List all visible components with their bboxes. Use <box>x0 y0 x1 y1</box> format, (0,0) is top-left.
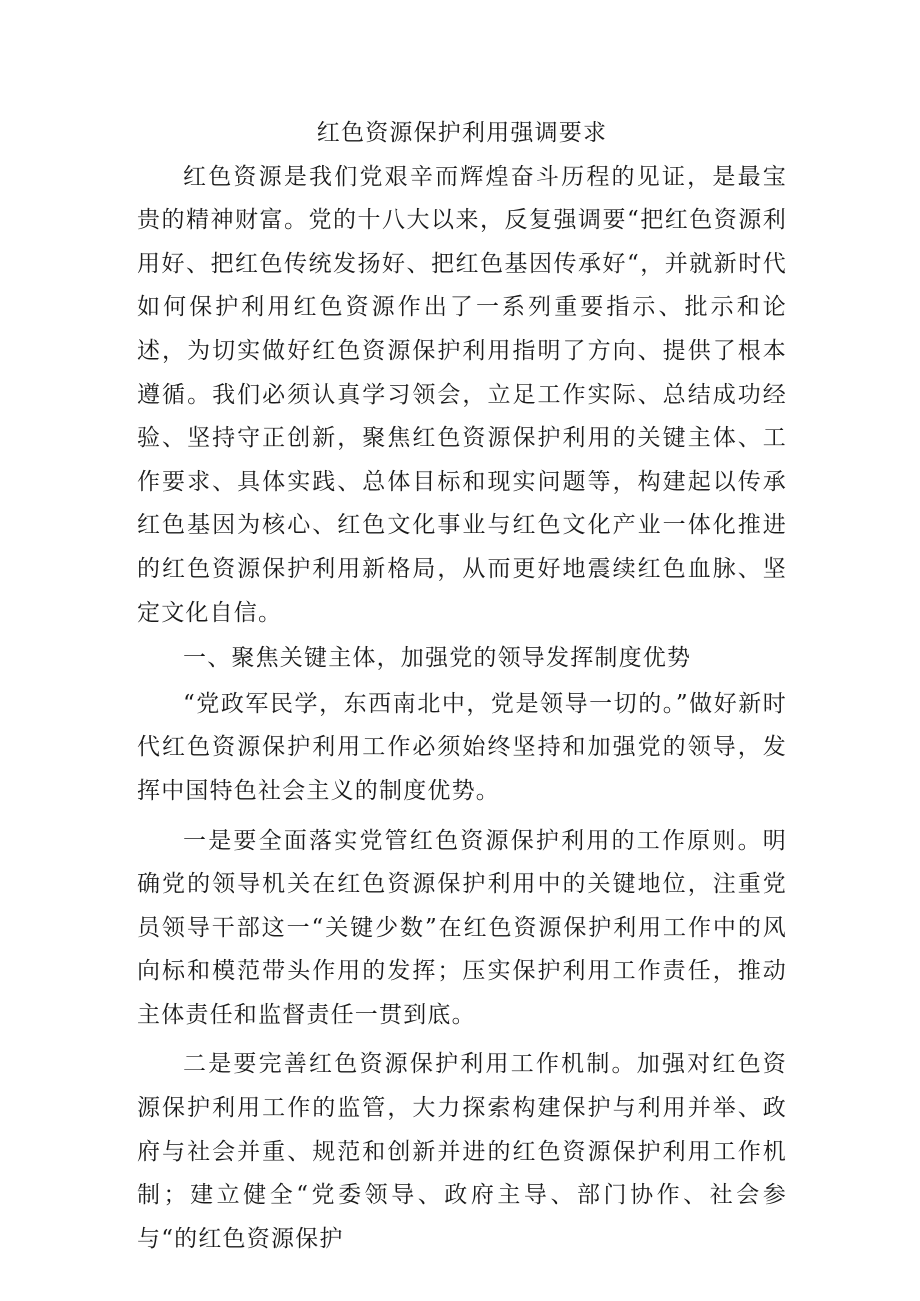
paragraph-intro: 红色资源是我们党艰辛而辉煌奋斗历程的见证，是最宝贵的精神财富。党的十八大以来，反复强调要“把红色资源利用好、把红色传统发扬好、把红色基因传承好“，并就新时代如何保护利用红色资源作出了一系列重要指示、批示和论述，为切实做好红色资源保护利用指明了方向、提供了根本遵循。我们必须认真学习领会，立足工作实际、总结成功经验、坚持守正创新，聚焦红色资源保护利用的关键主体、工作要求、具体实践、总体目标和现实问题等，构建起以传承红色基因为核心、红色文化事业与红色文化产业一体化推进的红色资源保护利用新格局，从而更好地震续红色血脉、坚定文化自信。 <box>137 163 787 626</box>
paragraph-quote: “党政军民学，东西南北中，党是领导一切的。”做好新时代红色资源保护利用工作必须始终坚持和加强党的领导，发挥中国特色社会主义的制度优势。 <box>137 690 787 804</box>
document-title: 红色资源保护利用强调要求 <box>316 120 608 146</box>
paragraph-point-1: 一是要全面落实党管红色资源保护利用的工作原则。明确党的领导机关在红色资源保护利用中的关键地位，注重党员领导干部这一“关键少数”在红色资源保护利用工作中的风向标和模范带头作用的发挥；压实保护利用工作责任，推动主体责任和监督责任一贯到底。 <box>137 827 787 1028</box>
document-body <box>137 112 787 1261</box>
section-heading-1: 一、聚焦关键主体，加强党的领导发挥制度优势 <box>183 645 692 672</box>
paragraph-point-2: 二是要完善红色资源保护利用工作机制。加强对红色资源保护利用工作的监管，大力探索构建保护与利用并举、政府与社会并重、规范和创新并进的红色资源保护利用工作机制；建立健全“党委领导、政府主导、部门协作、社会参与“的红色资源保护 <box>137 1051 787 1252</box>
